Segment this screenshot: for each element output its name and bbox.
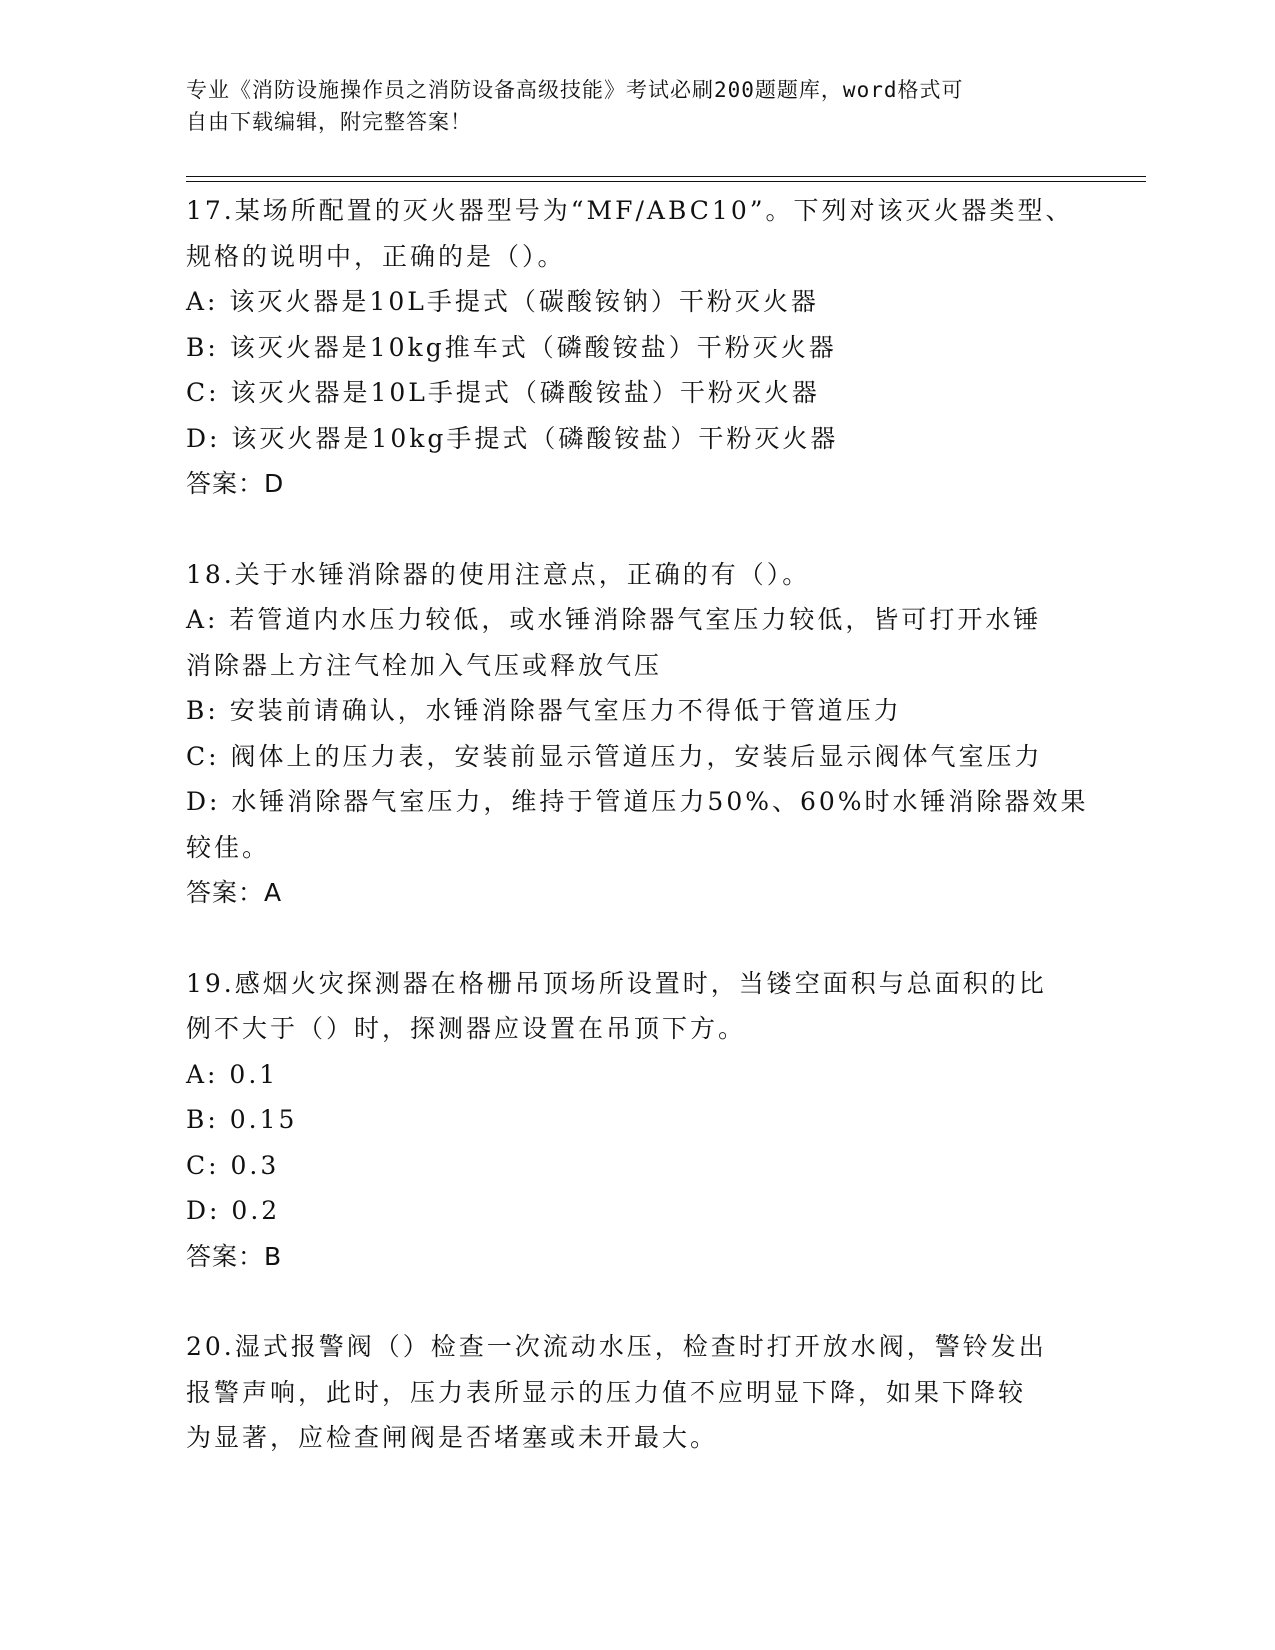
option-line: B: 0.15 — [186, 1105, 298, 1134]
question-block — [186, 1324, 1086, 1461]
question-block — [186, 552, 1089, 916]
option-line: 较佳。 — [186, 832, 271, 862]
option-line: 消除器上方注气栓加入气压或释放气压 — [186, 650, 663, 680]
question-stem-line: 18.关于水锤消除器的使用注意点，正确的有（）。 — [186, 559, 811, 589]
option-line: A: 0.1 — [186, 1059, 279, 1089]
option-line: D: 0.2 — [186, 1196, 281, 1225]
answer-line: 答案：B — [186, 1241, 283, 1271]
question-block — [186, 961, 1086, 1280]
question-stem-line: 17.某场所配置的灭火器型号为“MF/ABC10”。下列对该灭火器类型、 — [186, 196, 1074, 225]
question-list — [186, 188, 1089, 1506]
option-line: D: 该灭火器是10kg手提式（磷酸铵盐）干粉灭火器 — [186, 423, 839, 453]
option-line: B: 该灭火器是10kg推车式（磷酸铵盐）干粉灭火器 — [186, 332, 837, 362]
question-stem-line: 19.感烟火灾探测器在格栅吊顶场所设置时，当镂空面积与总面积的比 — [186, 968, 1047, 998]
header-line-1: 专业《消防设施操作员之消防设备高级技能》考试必刷200题题库，word格式可 — [186, 78, 964, 102]
question-stem-line: 报警声响，此时，压力表所显示的压力值不应明显下降，如果下降较 — [186, 1377, 1027, 1407]
document-header — [186, 74, 1066, 138]
option-line: C: 0.3 — [186, 1150, 280, 1180]
header-divider-top — [186, 176, 1146, 177]
option-line: C: 该灭火器是10L手提式（磷酸铵盐）干粉灭火器 — [186, 378, 820, 407]
option-line: B: 安装前请确认，水锤消除器气室压力不得低于管道压力 — [186, 696, 902, 725]
question-stem-line: 为显著，应检查闸阀是否堵塞或未开最大。 — [186, 1423, 719, 1452]
question-stem-line: 规格的说明中，正确的是（）。 — [186, 241, 566, 271]
header-line-2: 自由下载编辑，附完整答案！ — [186, 110, 472, 134]
question-stem-line: 20.湿式报警阀（）检查一次流动水压，检查时打开放水阀，警铃发出 — [186, 1332, 1047, 1361]
question-stem-line: 例不大于（）时，探测器应设置在吊顶下方。 — [186, 1014, 747, 1043]
option-line: A: 若管道内水压力较低，或水锤消除器气室压力较低，皆可打开水锤 — [186, 605, 1042, 634]
option-line: D: 水锤消除器气室压力，维持于管道压力50%、60%时水锤消除器效果 — [186, 787, 1089, 816]
option-line: A: 该灭火器是10L手提式（碳酸铵钠）干粉灭火器 — [186, 287, 819, 316]
answer-line: 答案：D — [186, 469, 285, 498]
header-divider-bottom — [186, 181, 1146, 182]
option-line: C: 阀体上的压力表，安装前显示管道压力，安装后显示阀体气室压力 — [186, 741, 1043, 771]
question-block — [186, 188, 1086, 507]
answer-line: 答案：A — [186, 878, 283, 907]
